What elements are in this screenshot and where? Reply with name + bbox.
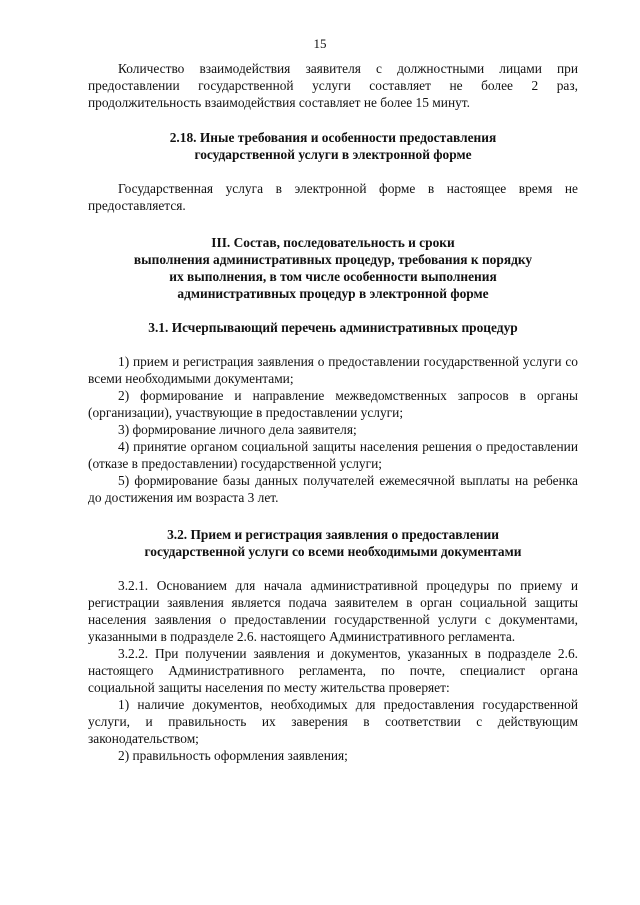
heading-line: 3.2. Прием и регистрация заявления о предоставлении [167, 527, 499, 542]
list-item: 1) прием и регистрация заявления о предоставлении государственной услуги со всеми необходимыми документами; [88, 354, 578, 386]
heading-section-2-18 [88, 129, 578, 163]
list-item: 4) принятие органом социальной защиты населения решения о предоставлении (отказе в предоставлении) государственной услуги; [88, 439, 578, 471]
heading-line: III. Состав, последовательность и сроки [211, 235, 455, 250]
heading-line: выполнения административных процедур, требования к порядку [133, 252, 533, 267]
list-item: 5) формирование базы данных получателей ежемесячной выплаты на ребенка до достижения им возраста 3 лет. [88, 473, 578, 505]
paragraph-intro: Количество взаимодействия заявителя с должностными лицами при предоставлении государственной услуги составляет не более 2 раз, продолжительность взаимодействия составляет не более 15 минут. [88, 61, 578, 110]
page-number: 15 [313, 36, 327, 51]
paragraph-3-2-1: 3.2.1. Основанием для начала административной процедуры по приему и регистрации заявления является подача заявителем в орган социальной защиты населения заявления о предоставлении государственной услуги с документами, указанными в подразделе 2.6. настоящего Административного регламента. [88, 578, 578, 644]
heading-section-3-2 [88, 526, 578, 560]
heading-line: 2.18. Иные требования и особенности предоставления [169, 130, 497, 145]
heading-section-III [88, 234, 578, 302]
list-item: 3) формирование личного дела заявителя; [118, 422, 357, 437]
heading-line: государственной услуги со всеми необходимыми документами [144, 544, 522, 559]
heading-line: государственной услуги в электронной форме [194, 147, 472, 162]
procedure-list [88, 353, 578, 506]
page-content [88, 60, 578, 764]
paragraph-3-2-2: 3.2.2. При получении заявления и документов, указанных в подразделе 2.6. настоящего Административного регламента, по почте, специалист органа социальной защиты населения по месту жительства проверяет: [88, 646, 578, 695]
list-item: 2) формирование и направление межведомственных запросов в органы (организации), участвующие в предоставлении услуги; [88, 388, 578, 420]
heading-line: их выполнения, в том числе особенности выполнения [169, 269, 497, 284]
heading-section-3-1: 3.1. Исчерпывающий перечень административных процедур [148, 320, 518, 335]
list-item: 1) наличие документов, необходимых для предоставления государственной услуги, и правильность их заверения в соответствии с действующим законодательством; [88, 697, 578, 746]
heading-line: административных процедур в электронной форме [177, 286, 489, 301]
paragraph-electronic-form: Государственная услуга в электронной форме в настоящее время не предоставляется. [88, 181, 578, 213]
section-3-2-body [88, 577, 578, 764]
list-item: 2) правильность оформления заявления; [118, 748, 348, 763]
